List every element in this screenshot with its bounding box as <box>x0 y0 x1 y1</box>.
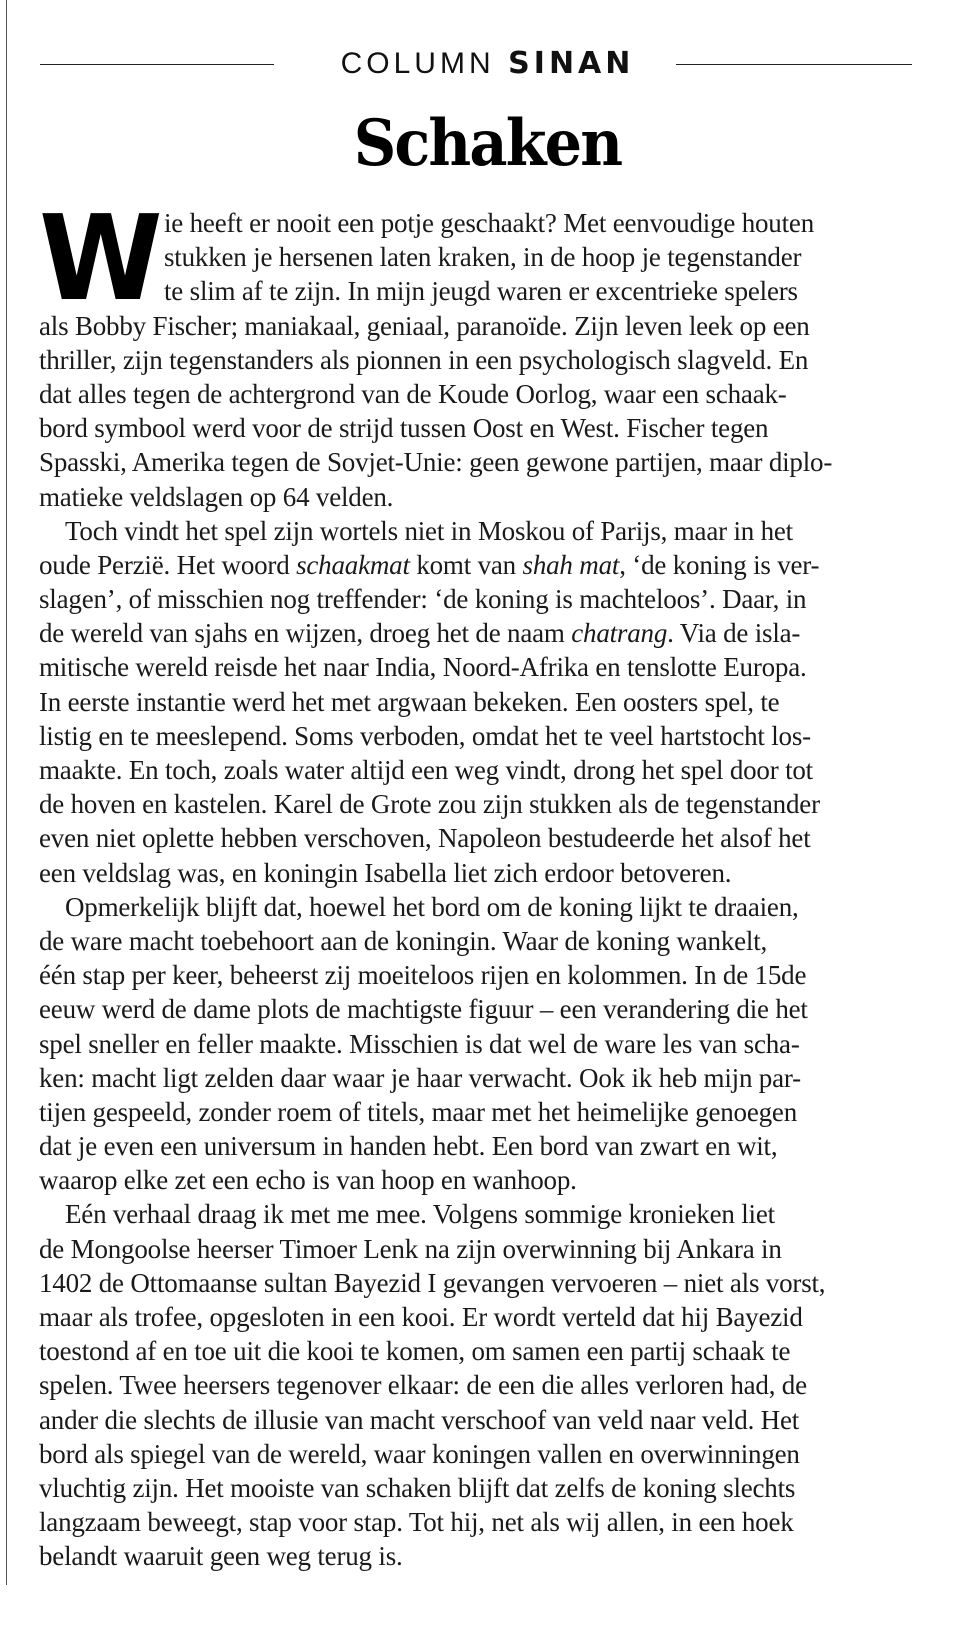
text-run: . Via de isla- <box>667 618 801 649</box>
text-run: komt van <box>409 549 523 580</box>
text-line: vluchtig zijn. Het mooiste van schaken blijft dat zelfs de koning slechts <box>39 1472 796 1503</box>
text-line: langzaam beweegt, stap voor stap. Tot hij, net als wij allen, in een hoek <box>39 1507 794 1538</box>
article-title: Schaken <box>353 106 622 181</box>
text-line: stukken je hersenen laten kraken, in de hoop je tegenstander <box>164 242 802 273</box>
text-line: Eén verhaal draag ik met me mee. Volgens sommige kronieken liet <box>65 1199 775 1230</box>
paragraph-1 <box>39 189 939 514</box>
italic-term: shah mat <box>522 549 620 580</box>
text-line <box>39 753 939 787</box>
page-margin-rule <box>6 0 7 1585</box>
text-run: maakte. En toch, zoals water altijd een weg vindt, drong het spel door tot <box>39 755 813 785</box>
paragraph-3 <box>39 890 939 1198</box>
kicker-label: COLUMN <box>340 47 495 80</box>
kicker-author: SINAN <box>508 46 635 81</box>
text-line: bord symbool werd voor de strijd tussen Oost en West. Fischer tegen <box>39 413 769 444</box>
text-run: de wereld van sjahs en wijzen, droeg het de naam <box>39 618 572 649</box>
text-line: ie heeft er nooit een potje geschaakt? Met eenvoudige houten <box>164 208 814 238</box>
text-line: maar als trofee, opgesloten in een kooi. Er wordt verteld dat hij Bayezid <box>39 1302 803 1332</box>
text-line: spelen. Twee heersers tegenover elkaar: de een die alles verloren had, de <box>39 1370 807 1401</box>
text-line <box>39 650 939 684</box>
text-run: slagen’, of misschien nog treffender: ‘de koning is machteloos’. Daar, in <box>39 584 807 615</box>
text-line <box>39 616 939 650</box>
text-run: mitische wereld reisde het naar India, Noord-Afrika en tenslotte Europa. <box>39 652 807 683</box>
text-line: matieke veldslagen op 64 velden. <box>39 481 394 512</box>
text-line: waarop elke zet een echo is van hoop en wanhoop. <box>39 1165 577 1196</box>
text-line: de ware macht toebehoort aan de koningin. Waar de koning wankelt, <box>39 925 768 956</box>
drop-cap: W <box>39 189 163 327</box>
paragraph-4 <box>39 1197 939 1573</box>
text-line: ken: macht ligt zelden daar waar je haar verwacht. Ook ik heb mijn par- <box>39 1062 801 1093</box>
text-line: Spasski, Amerika tegen de Sovjet-Unie: geen gewone partijen, maar diplo- <box>39 447 833 478</box>
text-line <box>39 582 939 616</box>
text-run: even niet oplette hebben verschoven, Napoleon bestudeerde het alsof het <box>39 823 811 854</box>
text-line: de Mongoolse heerser Timoer Lenk na zijn overwinning bij Ankara in <box>39 1233 782 1264</box>
text-run: een veldslag was, en koningin Isabella liet zich erdoor betoveren. <box>39 857 732 888</box>
article-body <box>39 189 939 1574</box>
text-run: , ‘de koning is ver- <box>619 549 820 580</box>
text-line: dat je even een universum in handen hebt. Een bord van zwart en wit, <box>39 1131 778 1162</box>
text-run: In eerste instantie werd het met argwaan bekeken. Een oosters spel, te <box>39 686 780 717</box>
italic-term: chatrang <box>571 618 668 649</box>
text-line: toestond af en toe uit die kooi te komen, om samen een partij schaak te <box>39 1336 791 1367</box>
text-line: dat alles tegen de achtergrond van de Koude Oorlog, waar een schaak- <box>39 378 787 409</box>
paragraph-2 <box>39 514 939 890</box>
text-line: tijen gespeeld, zonder roem of titels, maar met het heimelijke genoegen <box>39 1096 798 1127</box>
text-line: 1402 de Ottomaanse sultan Bayezid I gevangen vervoeren – niet als vorst, <box>39 1267 826 1298</box>
text-run: Toch vindt het spel zijn wortels niet in Moskou of Parijs, maar in het <box>65 515 793 546</box>
text-run: de hoven en kastelen. Karel de Grote zou zijn stukken als de tegenstander <box>39 789 820 820</box>
text-line <box>39 856 939 890</box>
text-line: thriller, zijn tegenstanders als pionnen in een psychologisch slagveld. En <box>39 344 809 375</box>
text-run: oude Perzië. Het woord <box>39 549 297 580</box>
text-line: bord als spiegel van de wereld, waar koningen vallen en overwinningen <box>39 1438 800 1469</box>
text-line <box>39 787 939 821</box>
text-line: te slim af te zijn. In mijn jeugd waren er excentrieke spelers <box>164 276 798 307</box>
column-header <box>0 44 975 84</box>
text-line: één stap per keer, beheerst zij moeiteloos rijen en kolommen. In de 15de <box>39 960 807 991</box>
text-line: eeuw werd de dame plots de machtigste figuur – een verandering die het <box>39 994 808 1025</box>
text-line: als Bobby Fischer; maniakaal, geniaal, paranoïde. Zijn leven leek op een <box>39 310 810 341</box>
text-line: belandt waaruit geen weg terug is. <box>39 1541 403 1572</box>
header-rule-right <box>676 64 912 65</box>
text-line <box>39 548 939 582</box>
text-line <box>39 685 939 719</box>
text-line: ander die slechts de illusie van macht verschoof van veld naar veld. Het <box>39 1404 800 1435</box>
italic-term: schaakmat <box>296 549 410 580</box>
text-line <box>39 719 939 753</box>
text-line: spel sneller en feller maakte. Misschien is dat wel de ware les van scha- <box>39 1028 800 1059</box>
text-line <box>39 821 939 855</box>
text-line: Opmerkelijk blijft dat, hoewel het bord om de koning lijkt te draaien, <box>65 891 799 922</box>
text-run: listig en te meeslepend. Soms verboden, omdat het te veel hartstocht los- <box>39 720 811 751</box>
text-line <box>39 514 939 548</box>
